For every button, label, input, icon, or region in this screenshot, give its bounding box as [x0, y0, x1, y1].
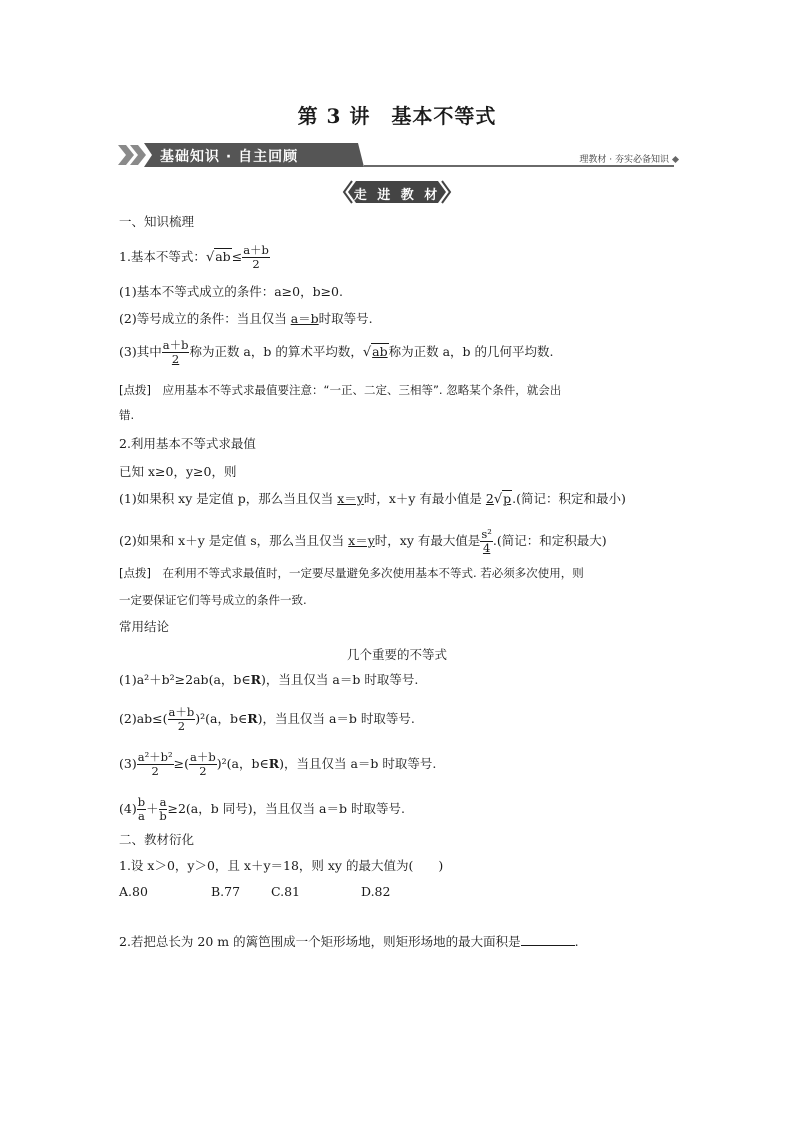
item-1-1: (1)基本不等式成立的条件：a≥0，b≥0.: [119, 284, 343, 299]
question-1-options: [119, 884, 390, 900]
badge-text: 走 进 教 材: [353, 188, 441, 203]
item-1: [119, 244, 270, 271]
c4-pre: (4): [119, 801, 137, 816]
c4-plus: ＋: [146, 801, 159, 816]
common-conclusions: 常用结论: [119, 619, 170, 634]
item-2-1-answer: x＝y: [337, 491, 364, 506]
item-2-1-post: .(简记：积定和最小): [512, 491, 626, 506]
fraction-den: 4: [482, 541, 491, 555]
item-1-3-pre: (3)其中: [119, 344, 162, 359]
option-b: B.77: [211, 884, 241, 899]
tip-1-line-2: 错.: [119, 408, 135, 422]
item-2-1-ans: 2: [485, 491, 494, 506]
banner-right-label: 理教材 · 夯实必备知识: [579, 155, 669, 165]
banner-left-text: 基础知识 · 自主回顾: [160, 149, 299, 165]
item-1-2-pre: (2)等号成立的条件：当且仅当: [119, 311, 291, 326]
conclusion-3: [119, 751, 436, 778]
section-heading-2: 二、教材衍化: [119, 832, 195, 847]
c1-pre: (1)a²＋b²≥2ab(a，b∈: [119, 672, 251, 687]
section-heading-1: 一、知识梳理: [119, 214, 195, 229]
question-2-end: .: [574, 934, 579, 949]
fraction: [162, 339, 190, 366]
c3-post1: )²(a，b∈: [216, 756, 269, 771]
question-2: [119, 934, 579, 950]
c2-post1: )²(a，b∈: [195, 711, 248, 726]
option-a: A.80: [119, 884, 148, 899]
option-d: D.82: [361, 884, 391, 899]
fraction-num: a: [159, 795, 167, 809]
c3-R: R: [268, 756, 280, 771]
fraction-num: a＋b: [168, 705, 195, 719]
fraction: [137, 751, 174, 778]
fraction-den: a: [137, 809, 145, 823]
item-1-2-answer: a＝b: [290, 311, 319, 326]
page-title: 第 3 讲 基本不等式: [297, 104, 497, 128]
sqrt-content: ab: [372, 344, 388, 359]
fraction-num: a＋b: [243, 243, 269, 257]
conclusion-4: [119, 796, 405, 823]
section-banner: [118, 143, 678, 169]
sqrt-symbol: √: [205, 250, 215, 265]
fraction-num: b: [137, 795, 146, 809]
fraction-den: b: [159, 809, 167, 823]
c3-post2: )，当且仅当 a＝b 时取等号.: [279, 756, 437, 771]
subheading: 几个重要的不等式: [346, 647, 447, 662]
fraction-num: a＋b: [162, 338, 189, 352]
tip-2-line-1: [119, 565, 584, 581]
question-2-text: 2.若把总长为 20 m 的篱笆围成一个矩形场地，则矩形场地的最大面积是: [119, 934, 521, 949]
item-2-2-pre: (2)如果和 x＋y 是定值 s，那么当且仅当: [119, 533, 349, 548]
sqrt-content: p: [503, 491, 512, 506]
banner-right-text: [579, 152, 678, 165]
fraction: [137, 796, 146, 823]
c2-pre: (2)ab≤(: [119, 711, 168, 726]
fraction: [480, 528, 493, 555]
diamond-icon: [672, 156, 679, 163]
item-1-2-post: 时取等号.: [318, 311, 373, 326]
item-1-2: [119, 311, 373, 327]
fraction-den: 2: [199, 764, 207, 778]
item-2-2-mid: 时，xy 有最大值是: [374, 533, 481, 548]
tip-text: 应用基本不等式求最值要注意：“一正、二定、三相等”. 忽略某个条件，就会出: [162, 383, 562, 397]
c3-ge: ≥(: [173, 756, 190, 771]
sqrt-symbol: √: [362, 345, 372, 360]
fraction-den: 2: [177, 719, 186, 733]
item-2-2-answer: x＝y: [348, 533, 375, 548]
tip-1-line-1: [119, 382, 561, 398]
item-1-prefix: 1.基本不等式：: [119, 249, 206, 264]
item-2-2: [119, 528, 607, 555]
fraction: [242, 244, 270, 271]
item-1-3-post: 称为正数 a，b 的几何平均数.: [388, 344, 554, 359]
sqrt-content: ab: [215, 249, 231, 264]
option-c: C.81: [271, 884, 300, 899]
c1-post: )，当且仅当 a＝b 时取等号.: [261, 672, 419, 687]
fraction-num: s²: [481, 527, 492, 541]
item-2-2-post: .(简记：和定积最大): [492, 533, 607, 548]
tip-label: [点拨]: [119, 566, 151, 580]
sqrt-symbol: √: [493, 492, 503, 507]
c4-post: ≥2(a，b 同号)，当且仅当 a＝b 时取等号.: [167, 801, 405, 816]
le-symbol: ≤: [231, 249, 243, 264]
tip-label: [点拨]: [119, 383, 151, 397]
item-1-3: [119, 339, 553, 366]
fraction-den: 2: [252, 257, 260, 271]
fraction-den: 2: [171, 352, 180, 366]
banner-rule: [364, 165, 674, 167]
answer-blank[interactable]: [521, 935, 575, 946]
item-2-1-pre: (1)如果积 xy 是定值 p，那么当且仅当: [119, 491, 338, 506]
c3-pre: (3): [119, 756, 137, 771]
item-2-1: [119, 491, 626, 508]
item-2: 2.利用基本不等式求最值: [119, 436, 256, 451]
given: 已知 x≥0，y≥0，则: [119, 464, 237, 479]
fraction-num: a²＋b²: [137, 750, 173, 764]
c1-R: R: [250, 672, 262, 687]
item-1-3-mid: 称为正数 a，b 的算术平均数，: [189, 344, 363, 359]
fraction: [189, 751, 217, 778]
tip-2-line-2: 一定要保证它们等号成立的条件一致.: [119, 593, 307, 607]
c2-post2: )，当且仅当 a＝b 时取等号.: [257, 711, 415, 726]
item-2-1-mid: 时，x＋y 有最小值是: [363, 491, 486, 506]
fraction: [168, 706, 196, 733]
fraction-num: a＋b: [190, 750, 216, 764]
conclusion-1: [119, 672, 418, 688]
question-1: 1.设 x＞0，y＞0，且 x＋y＝18，则 xy 的最大值为( ): [119, 858, 444, 873]
fraction-den: 2: [151, 764, 159, 778]
c2-R: R: [247, 711, 258, 726]
tip-text: 在利用不等式求最值时，一定要尽量避免多次使用基本不等式. 若必须多次使用，则: [162, 566, 584, 580]
badge-walk-into-textbook: [342, 180, 452, 204]
conclusion-2: [119, 706, 415, 733]
